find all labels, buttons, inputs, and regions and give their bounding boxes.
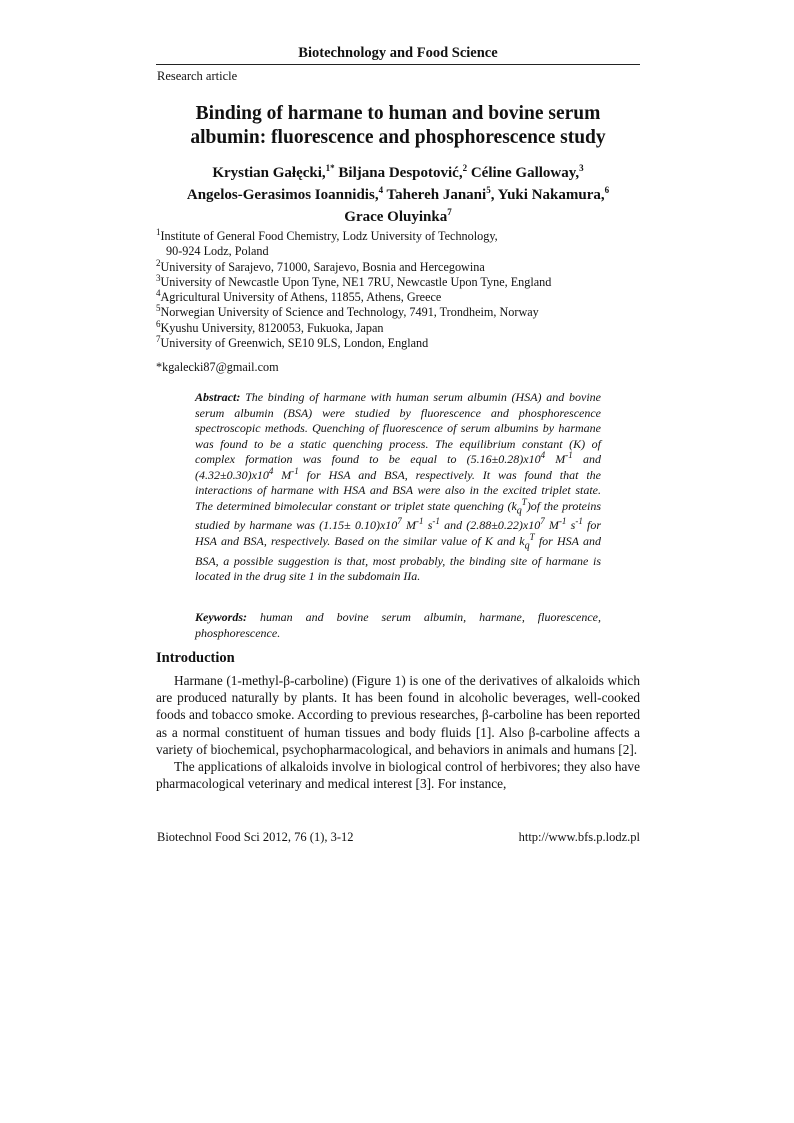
affiliation-list bbox=[156, 226, 640, 351]
affiliation-number: 3 bbox=[156, 272, 161, 283]
author-name: Céline Galloway, bbox=[467, 165, 580, 181]
exponent: T bbox=[521, 496, 527, 507]
exponent: -1 bbox=[291, 465, 299, 476]
author-affiliation-mark: 7 bbox=[447, 207, 452, 217]
exponent: T bbox=[529, 531, 535, 542]
affiliation-item bbox=[156, 226, 640, 244]
affiliation-text: Norwegian University of Science and Technology, 7491, Trondheim, Norway bbox=[160, 305, 539, 320]
header-rule bbox=[156, 64, 640, 65]
exponent: -1 bbox=[565, 450, 573, 460]
abstract-text: for HSA and BSA, respectively. It was found that the interactions of harmane with HSA and BSA were also in the excited triplet state. The determined bimolecular constant or triplet state quenching (k bbox=[195, 467, 601, 513]
introduction-paragraph: The applications of alkaloids involve in biological control of herbivores; they also have pharmacological veterinary and medical interest [3]. For instance, bbox=[156, 759, 640, 792]
abstract-text: for HSA and BSA, a possible suggestion is that, most probably, the binding site of harmane is located in the drug site 1 in the subdomain IIa. bbox=[195, 533, 601, 584]
abstract-text: M bbox=[273, 467, 292, 482]
abstract-text: M bbox=[544, 518, 559, 533]
affiliation-item bbox=[156, 318, 640, 336]
affiliation-number: 5 bbox=[156, 303, 161, 314]
abstract-label: Abstract: bbox=[195, 390, 241, 404]
abstract-text: and (4.32±0.30)x10 bbox=[195, 452, 602, 482]
affiliation-text: Kyushu University, 8120053, Fukuoka, Japan bbox=[160, 320, 384, 335]
keywords-block bbox=[195, 610, 601, 641]
abstract-text: s bbox=[566, 518, 576, 533]
author-name: Tahereh Janani bbox=[383, 187, 487, 203]
journal-name: Biotechnology and Food Science bbox=[298, 45, 498, 61]
affiliation-item bbox=[156, 272, 640, 290]
author-affiliation-mark: 5 bbox=[486, 185, 491, 195]
affiliation-number: 6 bbox=[156, 318, 161, 329]
affiliation-number: 4 bbox=[156, 288, 161, 299]
abstract-block bbox=[195, 390, 601, 585]
article-title bbox=[156, 102, 640, 150]
affiliation-item bbox=[156, 336, 640, 351]
affiliation-continuation: 90-924 Lodz, Poland bbox=[166, 244, 269, 259]
author-list bbox=[156, 162, 640, 228]
author-affiliation-mark: 4 bbox=[378, 185, 384, 195]
author-line-3 bbox=[156, 206, 640, 228]
keywords-text: human and bovine serum albumin, harmane, fluorescence, phosphorescence. bbox=[195, 610, 601, 640]
subscript: q bbox=[516, 504, 522, 516]
affiliation-number: 1 bbox=[156, 226, 161, 237]
abstract-text: and (2.88±0.22)x10 bbox=[439, 518, 541, 533]
corresponding-email: *kgalecki87@gmail.com bbox=[156, 360, 279, 374]
affiliation-item bbox=[156, 305, 640, 320]
author-line-1 bbox=[156, 162, 640, 184]
author-name: Grace Oluyinka bbox=[344, 209, 448, 225]
author-name: Biljana Despotović, bbox=[334, 165, 463, 181]
abstract-text: M bbox=[545, 452, 566, 466]
title-line-2: albumin: fluorescence and phosphorescence study bbox=[190, 127, 606, 148]
abstract-text: M bbox=[401, 518, 416, 533]
affiliation-item bbox=[156, 257, 640, 275]
footer-citation: Biotechnol Food Sci 2012, 76 (1), 3-12 bbox=[157, 830, 354, 844]
affiliation-text: University of Greenwich, SE10 9LS, London, England bbox=[160, 336, 429, 351]
author-affiliation-mark: 2 bbox=[462, 163, 468, 173]
title-line-1: Binding of harmane to human and bovine serum bbox=[195, 103, 601, 124]
exponent: -1 bbox=[575, 516, 583, 527]
abstract-text: The binding of harmane with human serum albumin (HSA) and bovine serum albumin (BSA) were studied by fluorescence and phosphorescence spectroscopic methods. Quenching of fluorescence of serum albumins by harmane was found to be a static quenching process. The equilibrium constant (K) of complex formation was found to be equal to (5.16±0.28)x10 bbox=[195, 390, 601, 466]
exponent: 4 bbox=[268, 465, 274, 476]
exponent: -1 bbox=[432, 516, 440, 527]
affiliation-item bbox=[156, 290, 640, 305]
abstract-text: for HSA and BSA, respectively. Based on the similar value of K and k bbox=[195, 518, 602, 548]
footer-url[interactable]: http://www.bfs.p.lodz.pl bbox=[518, 830, 640, 844]
author-line-2 bbox=[156, 184, 640, 206]
affiliation-number: 2 bbox=[156, 257, 161, 268]
affiliation-text: Institute of General Food Chemistry, Lodz University of Technology, bbox=[160, 229, 498, 243]
affiliation-text: Agricultural University of Athens, 11855, Athens, Greece bbox=[160, 290, 442, 305]
exponent: 7 bbox=[397, 516, 402, 527]
author-name: Krystian Gałęcki, bbox=[212, 165, 326, 181]
author-name: , Yuki Nakamura, bbox=[490, 187, 605, 203]
exponent: -1 bbox=[416, 516, 424, 527]
author-name: Angelos-Gerasimos Ioannidis, bbox=[186, 187, 379, 203]
author-affiliation-mark: 6 bbox=[604, 185, 610, 195]
author-affiliation-mark: 1* bbox=[325, 163, 335, 173]
abstract-text: s bbox=[423, 518, 433, 533]
article-type: Research article bbox=[157, 69, 238, 83]
affiliation-text: University of Sarajevo, 71000, Sarajevo, Bosnia and Hercegowina bbox=[160, 259, 485, 274]
affiliation-number: 7 bbox=[156, 334, 161, 345]
exponent: 4 bbox=[540, 450, 546, 460]
affiliation-text: University of Newcastle Upon Tyne, NE1 7RU, Newcastle Upon Tyne, England bbox=[160, 274, 552, 289]
exponent: 7 bbox=[540, 516, 545, 527]
introduction-heading: Introduction bbox=[156, 650, 235, 666]
subscript: q bbox=[524, 540, 530, 552]
introduction-paragraph: Harmane (1-methyl-β-carboline) (Figure 1) is one of the derivatives of alkaloids which are produced naturally by plants. It has been found in alcoholic beverages, well-cooked foods and tobacco smoke. According to previous researches, β-carboline has been reported as a normal constituent of human tissues and body fluids [1]. Also β-carboline affects a variety of biochemical, psychopharmacological, and behaviors in animals and humans [2]. bbox=[156, 673, 640, 757]
keywords-label: Keywords: bbox=[195, 610, 247, 624]
abstract-text: )of the proteins studied by harmane was (1.15± 0.10)x10 bbox=[195, 498, 601, 533]
author-affiliation-mark: 3 bbox=[579, 163, 584, 173]
introduction-body bbox=[156, 672, 640, 792]
exponent: -1 bbox=[558, 516, 567, 527]
